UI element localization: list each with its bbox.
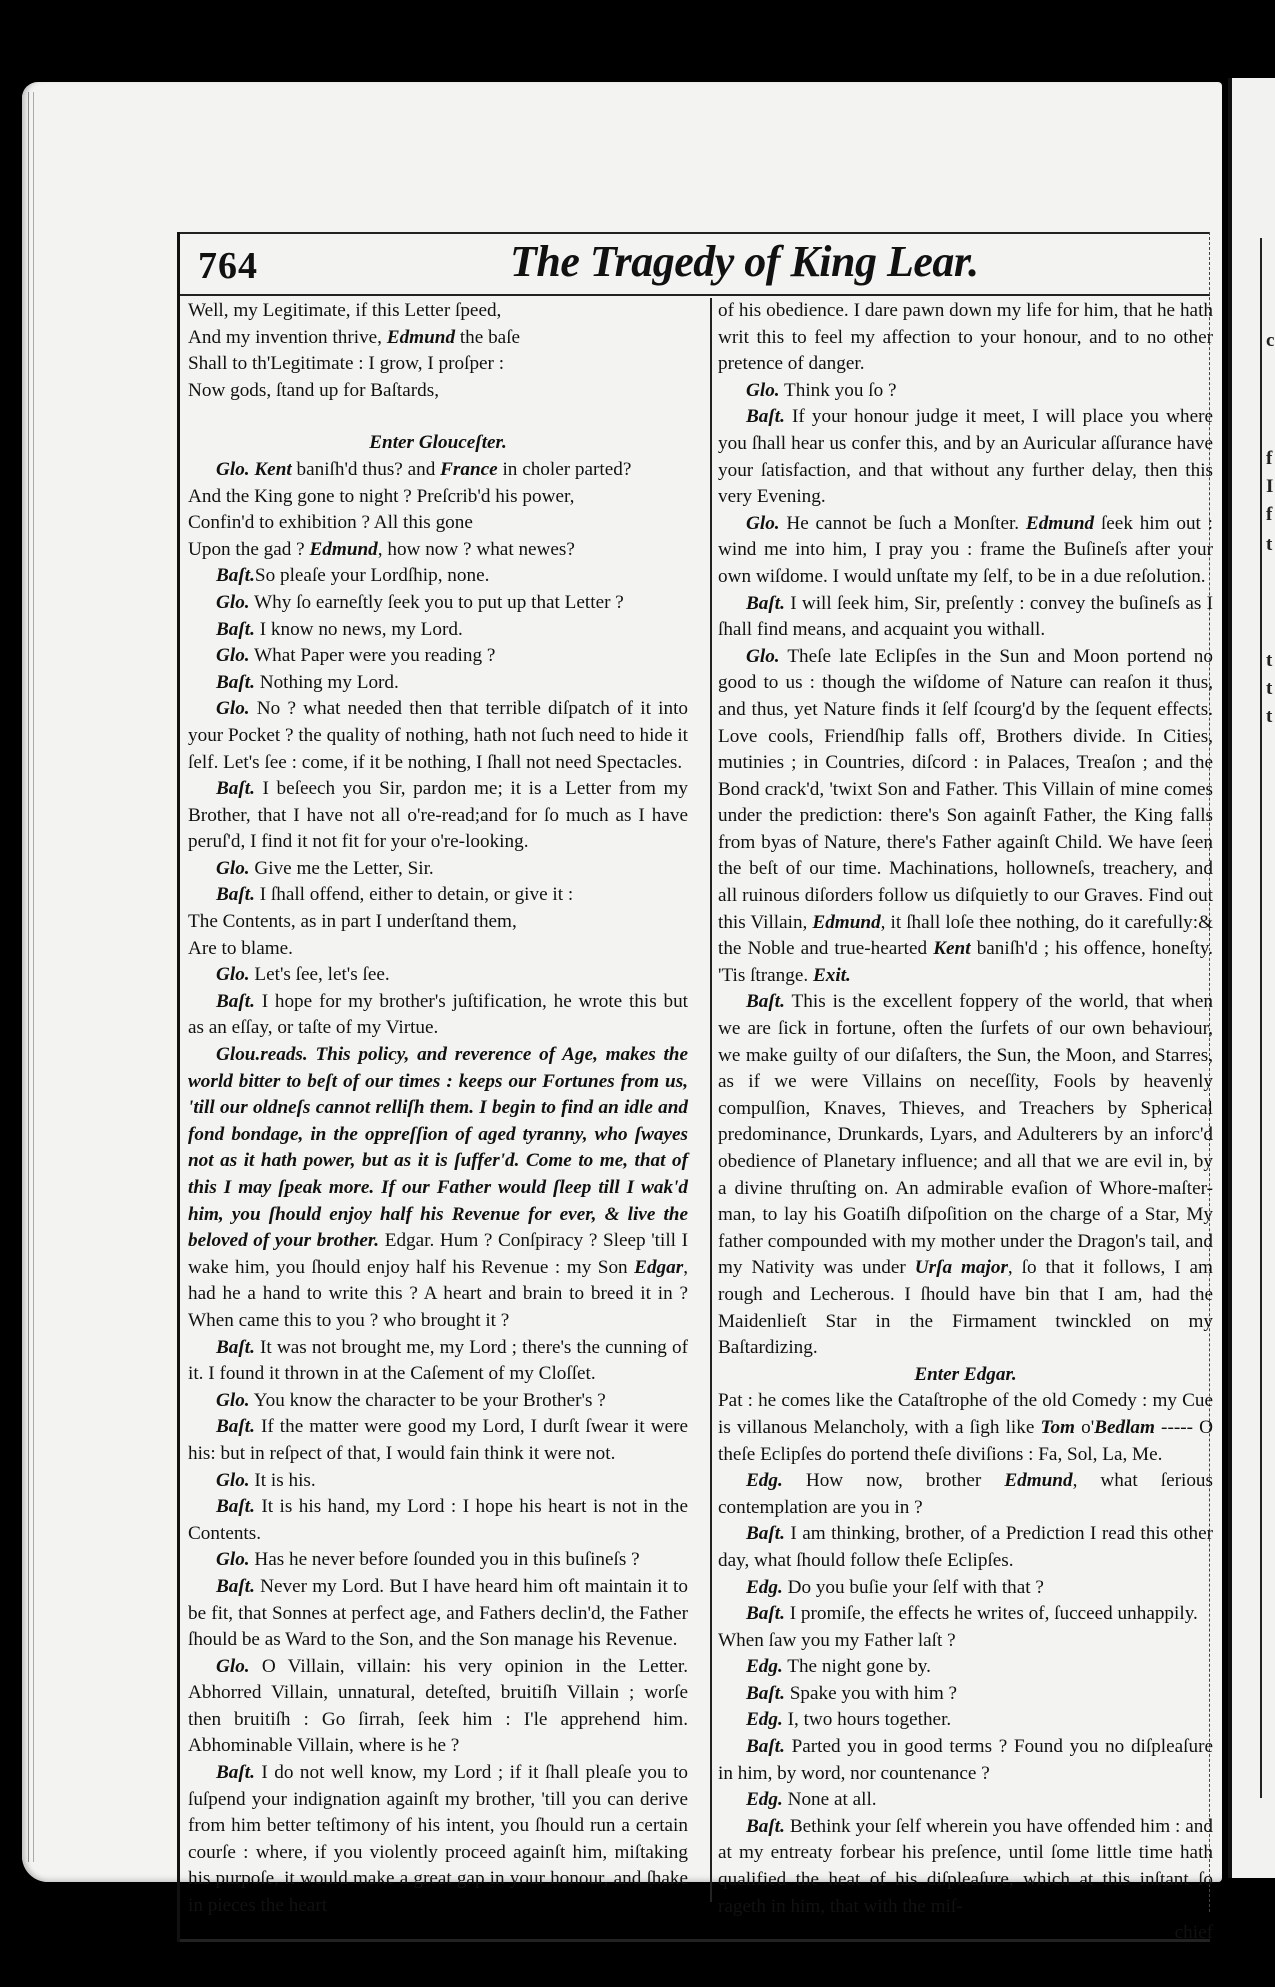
stage-direction bbox=[718, 1362, 1213, 1389]
speaker-name: Baſt. bbox=[216, 884, 255, 906]
text-run: ſeek him out : wind me into him, I pray you : frame the Buſineſs after your own wiſdome. I would unſtate my ſelf, to be in a due reſolution. bbox=[718, 512, 1213, 587]
text-line bbox=[718, 1628, 1213, 1655]
text-run: baniſh'd thus? and bbox=[291, 458, 441, 480]
text-run: , it ſhall loſe thee nothing, do it carefully:& the Noble and true-hearted bbox=[718, 911, 1213, 960]
text-run: What Paper were you reading ? bbox=[249, 645, 496, 667]
text-run: O Villain, villain: his very opinion in the Letter. Abhorred Villain, unnatural, deteſted, bruitiſh Villain ; worſe then bruitiſh : Go ſirrah, ſeek him : I'le apprehend him. Abhominable Villain, where is he ? bbox=[188, 1655, 688, 1757]
adjacent-page-fragment: t bbox=[1266, 678, 1273, 699]
page-frame bbox=[177, 232, 1213, 1944]
text-run: Now gods, ſtand up for Baſtards, bbox=[188, 379, 440, 401]
text-run: This is the excellent foppery of the world, that when we are ſick in fortune, often the ſurfets of our own behaviour, we make guilty of our diſaſters, the Sun, the Moon, and Starres, as if we were Villains on neceſſity, Fools by heavenly compulſion, Knaves, Thieves, and Treachers by Spherical predominance, Drunkards, Lyars, and Adulterers by an inforc'd obedience of Planetary influence; and all that we are evil in, by a divine thruſting on. An admirable evaſion of Whore-maſter-man, to lay his Goatiſh diſpoſition on the charge of a Star, My father compounded with my mother under the Dragon's tail, and my Nativity was under bbox=[718, 991, 1213, 1279]
text-run: Nothing my Lord. bbox=[254, 671, 399, 693]
text-run: You know the character to be your Brother's ? bbox=[249, 1389, 606, 1411]
speech bbox=[188, 1760, 688, 1920]
italic-text: Bedlam bbox=[1094, 1416, 1155, 1438]
speech bbox=[718, 404, 1213, 510]
speaker-name: Baſt. bbox=[746, 1736, 785, 1758]
text-run: Confin'd to exhibition ? All this gone bbox=[188, 512, 473, 534]
text-run: And the King gone to night ? Preſcrib'd his power, bbox=[188, 485, 575, 507]
text-run: It is his hand, my Lord : I hope his heart is not in the Contents. bbox=[188, 1496, 688, 1544]
speaker-name: Edg. bbox=[746, 1789, 783, 1811]
italic-text: Kent bbox=[254, 458, 292, 480]
speech bbox=[188, 696, 688, 776]
speaker-name: Baſt. bbox=[746, 1815, 785, 1837]
speech bbox=[188, 1414, 688, 1467]
text-run: If your honour judge it meet, I will place you where you ſhall hear us confer this, and by an Auricular aſſurance have your ſatisfaction, and that without any further delay, then this very Evening. bbox=[718, 406, 1213, 508]
speech bbox=[188, 1042, 688, 1335]
verse-line bbox=[188, 378, 688, 405]
speech bbox=[718, 1707, 1213, 1734]
text-run: Has he never before ſounded you in this buſineſs ? bbox=[249, 1549, 640, 1571]
text-run: I know no news, my Lord. bbox=[254, 618, 463, 640]
italic-text: Kent bbox=[933, 938, 971, 960]
text-run: Let's ſee, let's ſee. bbox=[249, 964, 390, 986]
speech bbox=[188, 882, 688, 909]
text-run: It is his. bbox=[249, 1469, 316, 1491]
text-run: It was not brought me, my Lord ; there's the cunning of it. I found it thrown in at the Caſement of my Cloſſet. bbox=[188, 1336, 688, 1385]
text-run: Think you ſo ? bbox=[779, 379, 897, 401]
speaker-name: Baſt. bbox=[746, 1523, 785, 1545]
text-run: How now, brother bbox=[782, 1470, 1005, 1492]
top-rule bbox=[180, 232, 1210, 234]
text-run: Never my Lord. But I have heard him oft maintain it to be fit, that Sonnes at perfect age, and Fathers declin'd, the Father ſhould be as Ward to the Son, and the Son manage his Revenue. bbox=[188, 1575, 688, 1651]
speaker-name: Baſt. bbox=[746, 1603, 785, 1625]
italic-text: Edmund bbox=[309, 538, 378, 560]
text-run: I ſhall offend, either to detain, or give it : bbox=[254, 884, 574, 906]
text-run: Are to blame. bbox=[188, 937, 293, 959]
verse-line bbox=[188, 325, 688, 352]
speech bbox=[718, 378, 1213, 405]
text-run: o' bbox=[1074, 1416, 1095, 1438]
text-run: ----- O theſe Eclipſes do portend theſe diviſions : Fa, Sol, La, Me. bbox=[718, 1416, 1213, 1465]
speech bbox=[188, 617, 688, 644]
text-run: Edgar. Hum ? Conſpiracy ? Sleep 'till I wake him, you ſhould enjoy half his Revenue : my Son bbox=[188, 1230, 688, 1278]
speech bbox=[718, 1575, 1213, 1602]
speaker-name: Glo. bbox=[216, 698, 250, 720]
speech bbox=[718, 1521, 1213, 1574]
text-run: I beſeech you Sir, pardon me; it is a Letter from my Brother, that I have not all o're-read;and for ſo much as I have peruſ'd, I find it not fit for your o're-looking. bbox=[188, 778, 688, 853]
text-run: the baſe bbox=[455, 326, 521, 348]
speaker-name: Baſt. bbox=[216, 565, 255, 587]
speaker-name: Baſt. bbox=[746, 406, 785, 428]
italic-text: Edmund bbox=[1025, 512, 1095, 534]
italic-text: France bbox=[440, 458, 498, 480]
book-page bbox=[22, 82, 1222, 1944]
speech bbox=[188, 643, 688, 670]
adjacent-page-fragment: t bbox=[1266, 650, 1273, 671]
italic-text: Tom bbox=[1040, 1416, 1075, 1438]
speaker-name: Glo. bbox=[746, 379, 780, 401]
text-run: , ſo that it follows, I am rough and Lecherous. I ſhould have bin that I am, had the Maidenlieſt Star in the Firmament twinckled on my Baſtardizing. bbox=[718, 1257, 1213, 1359]
speaker-name: Baſt. bbox=[216, 1336, 255, 1358]
speech bbox=[188, 856, 688, 883]
text-run: Spake you with him ? bbox=[784, 1682, 958, 1704]
speech bbox=[718, 644, 1213, 990]
italic-text: Urſa major bbox=[914, 1257, 1008, 1279]
adjacent-page-fragment: t bbox=[1266, 534, 1273, 555]
text-run: Bethink your ſelf wherein you have offended him : and at my entreaty forbear his preſence, until ſome little time hath qualified the heat of his diſpleaſure, which at this inſtant ſo rageth in him, that with the miſ- bbox=[718, 1815, 1213, 1917]
speech bbox=[718, 1468, 1213, 1521]
speaker-name: Glo. bbox=[216, 964, 250, 986]
speech bbox=[188, 670, 688, 697]
verse-line bbox=[188, 510, 688, 537]
text-run: , how now ? what newes? bbox=[377, 538, 575, 560]
adjacent-page-fragment: f bbox=[1266, 448, 1273, 469]
adjacent-page-fragment: I bbox=[1266, 476, 1274, 497]
speech bbox=[188, 1547, 688, 1574]
text-run: So pleaſe your Lordſhip, none. bbox=[254, 565, 490, 587]
speaker-name: Glo. bbox=[216, 1549, 250, 1571]
speech bbox=[188, 457, 688, 484]
text-run: in choler parted? bbox=[497, 458, 632, 480]
speaker-name: Glo. bbox=[216, 645, 250, 667]
left-text-column bbox=[188, 298, 688, 1920]
speech bbox=[718, 1734, 1213, 1787]
speaker-name: Edg. bbox=[746, 1470, 783, 1492]
speech bbox=[188, 1468, 688, 1495]
running-head: The Tragedy of King Lear. bbox=[510, 237, 979, 286]
italic-text: Edmund bbox=[386, 326, 456, 348]
speaker-name: Edg. bbox=[746, 1656, 783, 1678]
text-run: Upon the gad ? bbox=[188, 538, 310, 560]
speech bbox=[188, 962, 688, 989]
text-run: , had he a hand to write this ? A heart and brain to breed it in ? When came this to you ? who brought it ? bbox=[188, 1256, 688, 1331]
adjacent-page-fragment: c bbox=[1266, 330, 1275, 351]
speech bbox=[188, 776, 688, 856]
text-run: Enter Glouceſter. bbox=[369, 432, 507, 454]
text-run: Enter Edgar. bbox=[914, 1363, 1017, 1385]
speaker-name: Glo. bbox=[216, 1389, 250, 1411]
speech bbox=[718, 1814, 1213, 1920]
text-run: I am thinking, brother, of a Prediction I read this other day, what ſhould follow theſe Eclipſes. bbox=[718, 1523, 1213, 1571]
speaker-name: Glo. bbox=[746, 512, 780, 534]
text-line bbox=[718, 1388, 1213, 1468]
text-run: The Contents, as in part I underſtand them, bbox=[188, 911, 517, 933]
text-run: No ? what needed then that terrible diſpatch of it into your Pocket ? the quality of nothing, hath not ſuch need to hide it ſelf. Let's ſee : come, if it be nothing, I ſhall not need Spectacles. bbox=[188, 698, 688, 773]
adjacent-page-rule bbox=[1260, 238, 1262, 1798]
speaker-name: Glou.reads. bbox=[216, 1044, 308, 1066]
speech bbox=[188, 1574, 688, 1654]
text-run: I hope for my brother's juſtification, he wrote this but as an eſſay, or taſte of my Virtue. bbox=[188, 990, 688, 1039]
speaker-name: Baſt. bbox=[216, 990, 255, 1012]
right-text-column bbox=[710, 298, 1213, 1944]
text-run: Pat : he comes like the Cataſtrophe of the old Comedy : my Cue is villanous Melancholy, with a ſigh like bbox=[718, 1390, 1213, 1438]
text-run: Well, my Legitimate, if this Letter ſpeed, bbox=[188, 300, 502, 321]
speaker-name: Edg. bbox=[746, 1576, 783, 1598]
speech bbox=[188, 989, 688, 1042]
speaker-name: Glo. bbox=[216, 458, 250, 480]
speech bbox=[188, 1654, 688, 1760]
speaker-name: Glo. bbox=[216, 1655, 250, 1677]
adjacent-page-fragment: f bbox=[1266, 504, 1273, 525]
text-run: I do not well know, my Lord ; if it ſhall pleaſe you to ſuſpend your indignation againſt my brother, 'till you can derive from him better teſtimony of his intent, you ſhould run a certain courſe : where, if you violently proceed againſt him, miſtaking his purpoſe, it would make a great gap in your honour, and ſhake in pieces the heart bbox=[188, 1762, 688, 1917]
italic-text: Exit. bbox=[812, 964, 851, 986]
text-run: Parted you in good terms ? Found you no diſpleaſure in him, by word, nor countenance ? bbox=[718, 1736, 1213, 1784]
text-run: None at all. bbox=[782, 1789, 877, 1811]
text-run: Why ſo earneſtly ſeek you to put up that Letter ? bbox=[249, 591, 624, 613]
text-run: Do you buſie your ſelf with that ? bbox=[782, 1576, 1044, 1598]
speech bbox=[718, 591, 1213, 644]
speaker-name: Glo. bbox=[746, 645, 780, 667]
speaker-name: Baſt. bbox=[216, 1496, 255, 1518]
verse-line bbox=[188, 351, 688, 378]
speech bbox=[718, 989, 1213, 1361]
text-run: When ſaw you my Father laſt ? bbox=[718, 1629, 956, 1651]
adjacent-page-fragment: t bbox=[1266, 706, 1273, 727]
text-run: Theſe late Eclipſes in the Sun and Moon portend no good to us : though the wiſdome of Nature can reaſon it thus, and thus, yet Nature finds it ſelf ſcourg'd by the ſequent effects. Love cools, Friendſhip falls off, Brothers divide. In Cities, mutinies ; in Countries, diſcord : in Palaces, Treaſon ; and the Bond crack'd, 'twixt Son and Father. This Villain of mine comes under the prediction: there's Son againſt Father, the King falls from byas of Nature, there's Father againſt Child. We have ſeen the beſt of our time. Machinations, hollowneſs, treachery, and all ruinous diſorders follow us diſquietly to our Graves. Find out this Villain, bbox=[718, 645, 1213, 933]
text-run: The night gone by. bbox=[782, 1656, 931, 1678]
italic-text: Edmund bbox=[812, 911, 881, 933]
speaker-name: Glo. bbox=[216, 857, 250, 879]
speaker-name: Baſt. bbox=[746, 592, 785, 614]
adjacent-page-edge bbox=[1228, 78, 1275, 1878]
speaker-name: Baſt. bbox=[216, 1575, 255, 1597]
text-run: I promiſe, the effects he writes of, ſucceed unhappily. bbox=[784, 1603, 1198, 1625]
text-run: of his obedience. I dare pawn down my life for him, that he hath writ this to feel my affection to your honour, and to no other pretence of danger. bbox=[718, 300, 1213, 375]
text-run: I, two hours together. bbox=[782, 1709, 952, 1731]
stage-direction bbox=[188, 430, 688, 457]
verse-line bbox=[188, 936, 688, 963]
speaker-name: Glo. bbox=[216, 591, 250, 613]
text-run: If the matter were good my Lord, I durſt ſwear it were his: but in reſpect of that, I would fain think it were not. bbox=[188, 1416, 688, 1464]
speaker-name: Baſt. bbox=[216, 1762, 255, 1784]
speech bbox=[718, 1681, 1213, 1708]
header-rule bbox=[180, 294, 1210, 296]
speech bbox=[188, 590, 688, 617]
speaker-name: Baſt. bbox=[216, 1416, 255, 1438]
speech bbox=[188, 563, 688, 590]
speech bbox=[718, 511, 1213, 591]
text-run: Shall to th'Legitimate : I grow, I proſper : bbox=[188, 353, 505, 375]
speaker-name: Baſt. bbox=[216, 618, 255, 640]
speech bbox=[718, 1654, 1213, 1681]
page-number: 764 bbox=[198, 245, 258, 287]
speaker-name: Baſt. bbox=[216, 671, 255, 693]
speech bbox=[718, 1601, 1213, 1628]
text-run: He cannot be ſuch a Monſter. bbox=[779, 512, 1026, 534]
verse-line bbox=[188, 909, 688, 936]
text-run: baniſh'd ; his offence, honeſty. 'Tis ſtrange. bbox=[718, 938, 1213, 986]
verse-line bbox=[188, 537, 688, 564]
speaker-name: Baſt. bbox=[216, 778, 255, 800]
speaker-name: Edg. bbox=[746, 1709, 783, 1731]
text-run: Give me the Letter, Sir. bbox=[249, 857, 434, 879]
text-run: And my invention thrive, bbox=[188, 326, 387, 348]
italic-text: Edgar bbox=[634, 1256, 684, 1278]
speaker-name: Baſt. bbox=[746, 991, 785, 1013]
verse-line bbox=[188, 298, 688, 325]
verse-line bbox=[188, 484, 688, 511]
speech bbox=[188, 1335, 688, 1388]
italic-text: This policy, and reverence of Age, makes the world bitter to beſt of our times : keeps our Fortunes from us, 'till our oldneſs cannot relliſh them. I begin to find an idle and fond bondage, in the oppreſſion of aged tyranny, who ſwayes not as it hath power, but as it is ſuffer'd. Come to me, that of this I may ſpeak more. If our Father would ſleep till I wak'd him, you ſhould enjoy half his Revenue for ever, & live the beloved of your brother. bbox=[188, 1044, 688, 1252]
catchword bbox=[718, 1920, 1213, 1947]
text-run: I will ſeek him, Sir, preſently : convey the buſineſs as I ſhall find means, and acquaint you withall. bbox=[718, 592, 1213, 641]
text-line bbox=[718, 298, 1213, 378]
text-run: , what ſerious contemplation are you in ? bbox=[718, 1470, 1213, 1518]
speech bbox=[188, 1494, 688, 1547]
speech bbox=[718, 1787, 1213, 1814]
speaker-name: Glo. bbox=[216, 1469, 250, 1491]
speech bbox=[188, 1388, 688, 1415]
speaker-name: Baſt. bbox=[746, 1682, 785, 1704]
italic-text: Edmund bbox=[1004, 1470, 1073, 1492]
text-run: chief bbox=[1174, 1922, 1213, 1944]
